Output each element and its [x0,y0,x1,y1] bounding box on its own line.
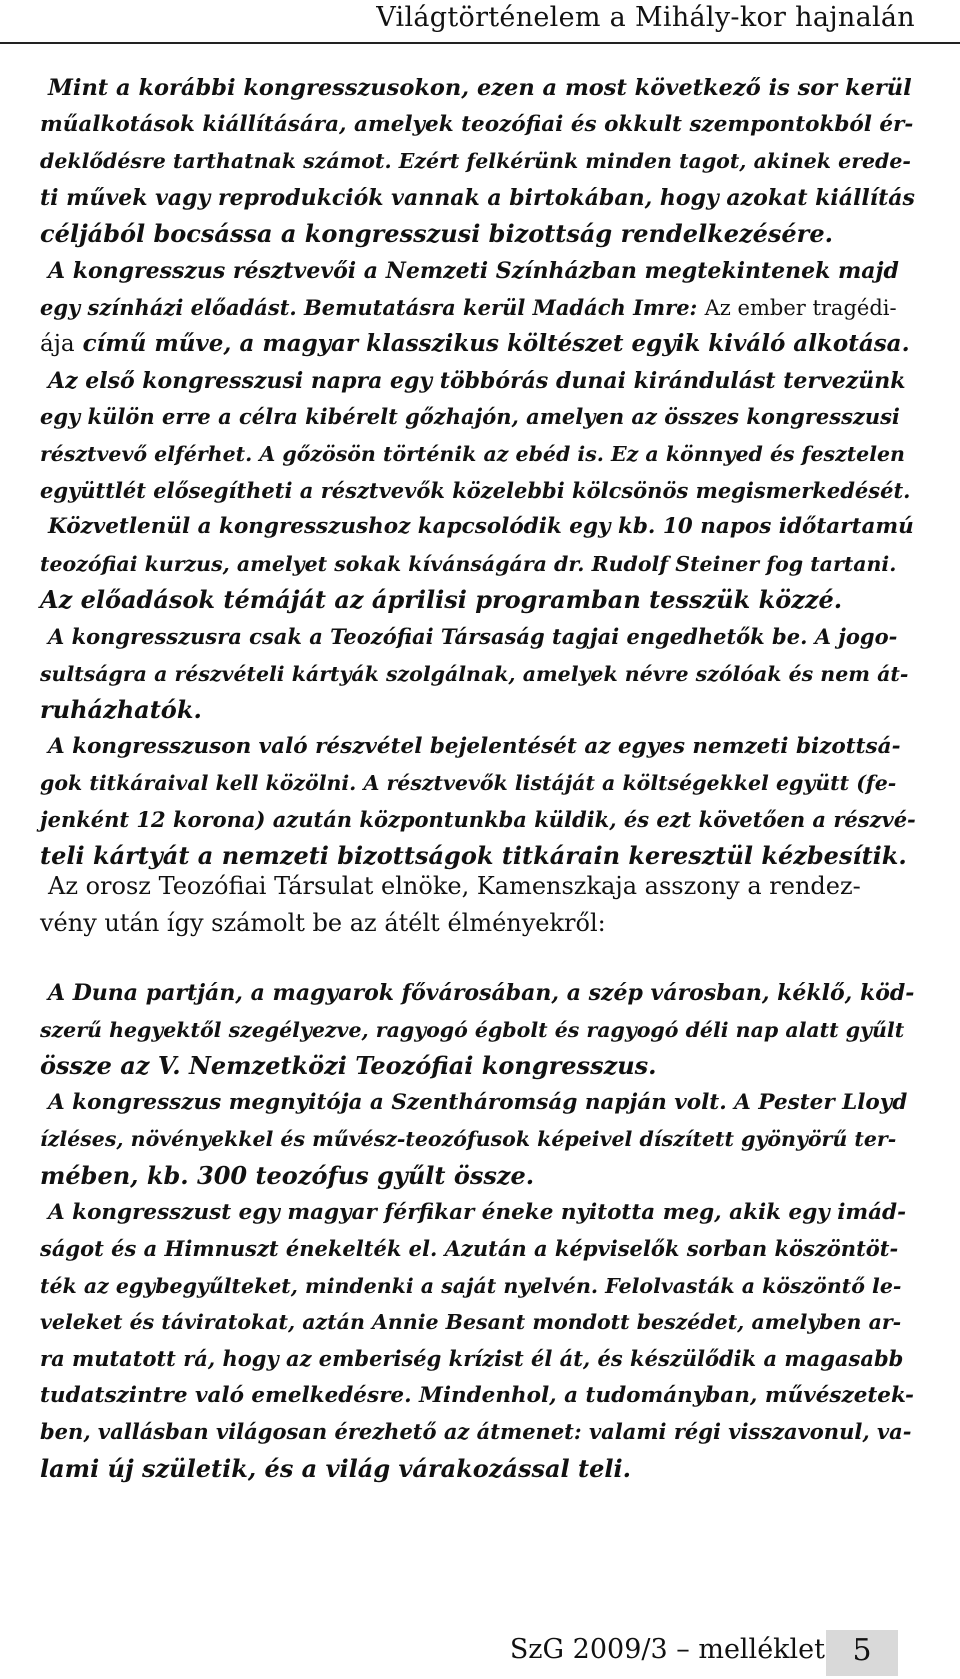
text-line: veleket és táviratokat, aztán Annie Besant mondott beszédet, amelyben ar- [40,1310,902,1335]
text-line: résztvevő elférhet. A gőzösön történik az ebéd is. Ez a könnyed és fesztelen [40,441,905,466]
text-line: mében, kb. 300 teozófus gyűlt össze. [40,1160,535,1190]
text-line: ruházhatók. [40,695,202,725]
text-line: gok titkáraival kell közölni. A résztvevők listáját a költségekkel együtt (fe- [40,771,897,796]
text-line: szerű hegyektől szegélyezve, ragyogó égbolt és ragyogó déli nap alatt gyűlt [40,1017,905,1042]
text-line: egy színházi előadást. Bemutatásra kerül Madách Imre: Az ember tragédi- [40,294,897,320]
text-line: teli kártyát a nemzeti bizottságok titkárain keresztül kézbesítik. [40,841,907,871]
text-line: lami új születik, és a világ várakozással teli. [40,1453,631,1483]
title-upright: Az ember tragédi- [704,295,897,320]
text-line: A kongresszus résztvevői a Nemzeti Színházban megtekintenek majd [48,257,899,284]
text-line: A kongresszus megnyitója a Szentháromság napján volt. A Pester Lloyd [48,1089,908,1115]
text-line: tudatszintre való emelkedésre. Mindenhol, a tudományban, művészetek- [40,1382,914,1408]
text-line: deklődésre tarthatnak számot. Ezért felkérünk minden tagot, akinek erede- [40,149,911,174]
text-line: egy külön erre a célra kibérelt gőzhajón, amelyen az összes kongresszusi [40,404,900,430]
text-line: műalkotások kiállítására, amelyek teozófiai és okkult szempontokból ér- [40,111,914,137]
text-line: Az előadások témáját az áprilisi programban tesszük közzé. [40,585,843,615]
report-block [40,975,916,1487]
text-line: együttlét elősegítheti a résztvevők közelebbi kölcsönös megismerkedését. [40,477,911,503]
text-line: A kongresszusra csak a Teozófiai Társaság tagjai engedhetők be. A jogo- [48,623,898,649]
text-line: sultságra a részvételi kártyák szolgálnak, amelyek névre szólóak és nem át- [40,661,909,686]
text-line: ték az egybegyűlteket, mindenki a saját nyelvén. Felolvasták a köszöntő le- [40,1273,902,1298]
text-line: céljából bocsássa a kongresszusi bizottság rendelkezésére. [40,219,833,249]
page-footer [0,1616,960,1676]
header-rule [0,42,960,44]
page-number: 5 [852,1633,872,1668]
text-line: Az orosz Teozófiai Társulat elnöke, Kamenszkaja asszony a rendez- [48,872,861,900]
text-line: Az első kongresszusi napra egy többórás dunai kirándulást tervezünk [48,367,906,394]
announcement-block [40,70,916,875]
text-line: A kongresszuson való részvétel bejelentését az egyes nemzeti bizottsá- [48,733,901,759]
text-line: vény után így számolt be az átélt élményekről: [40,908,606,937]
text-line: A kongresszust egy magyar férfikar éneke nyitotta meg, akik egy imád- [48,1199,907,1225]
text-line: ságot és a Himnuszt énekelték el. Azután a képviselők sorban köszöntöt- [40,1236,899,1262]
text-line: ája című műve, a magyar klasszikus költészet egyik kiváló alkotása. [40,330,910,358]
text-line: ra mutatott rá, hogy az emberiség krízist él át, és készülődik a magasabb [40,1345,904,1371]
page-number-box [826,1630,898,1676]
text-line: ti művek vagy reprodukciók vannak a birtokában, hogy azokat kiállítás [40,184,915,211]
text-line: A Duna partján, a magyarok fővárosában, a szép városban, kéklő, köd- [48,980,915,1006]
text-line: össze az V. Nemzetközi Teozófiai kongresszus. [40,1051,657,1081]
text-line: jenként 12 korona) azután központunkba küldik, és ezt követően a részvé- [40,806,916,832]
text-line: Közvetlenül a kongresszushoz kapcsolódik egy kb. 10 napos időtartamú [48,514,914,540]
text-line: ízléses, növényekkel és művész-teozófusok képeivel díszített gyönyörű ter- [40,1127,897,1152]
running-title: Világtörténelem a Mihály-kor hajnalán [376,2,915,33]
intro-paragraph [40,868,916,941]
text-line: ben, vallásban világosan érezhető az átmenet: valami régi visszavonul, va- [40,1419,912,1445]
text-line: Mint a korábbi kongresszusokon, ezen a most következő is sor kerül [48,75,912,101]
title-upright: ája [40,331,75,358]
text-line: teozófiai kurzus, amelyet sokak kívánságára dr. Rudolf Steiner fog tartani. [40,551,897,576]
journal-issue: SzG 2009/3 – melléklet [509,1634,825,1665]
page-header [0,0,960,50]
